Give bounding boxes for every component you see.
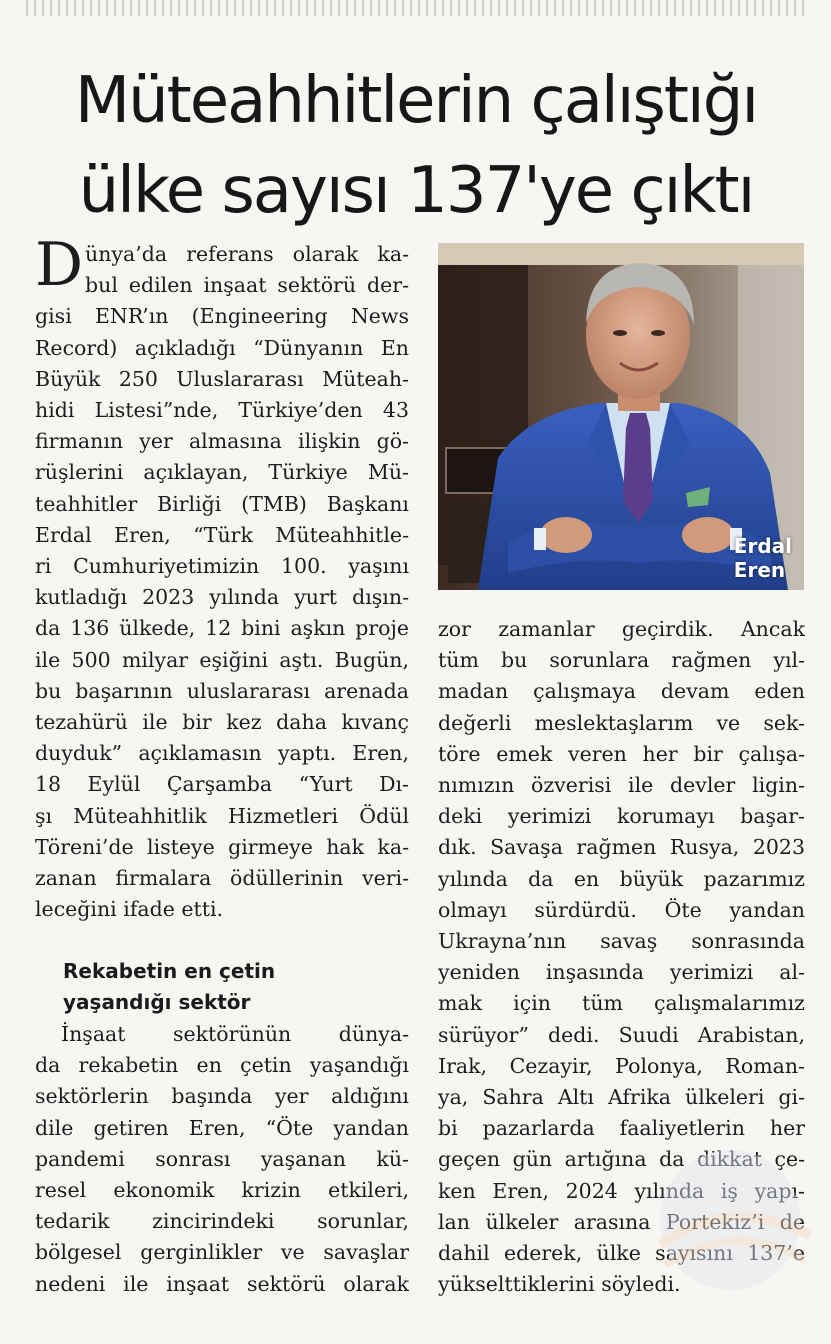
text-line: duyduk” açıklamasın yaptı. Eren, [35, 741, 409, 766]
text-line: Record) açıkladığı “Dünyanın En [35, 335, 409, 360]
text-line: Erdal Eren, “Türk Müteahhitle- [35, 522, 409, 547]
caption-line-1: Erdal [733, 534, 792, 558]
subheading-line-2: yaşandığı sektör [63, 990, 251, 1014]
text-line: sektörlerin başında yer aldığını [35, 1084, 409, 1109]
text-line: değerli meslektaşlarım ve sek- [438, 710, 805, 735]
portrait-photo [438, 243, 804, 590]
headline-line-1: Müteahhitlerin çalıştığı [74, 64, 758, 138]
text-line: mak için tüm çalışmalarımız [438, 991, 805, 1016]
text-line: yükselttiklerini söyledi. [438, 1272, 681, 1297]
text-line: bölgesel gerginlikler ve savaşlar [35, 1240, 409, 1265]
headline [20, 56, 812, 236]
text-line: nımızın özverisi ile devler ligin- [438, 773, 805, 798]
caption-line-2: Eren [733, 558, 786, 582]
text-line: ünya’da referans olarak ka- [85, 242, 409, 266]
text-line: 18 Eylül Çarşamba “Yurt Dı- [35, 772, 409, 797]
text-line: leceğini ifade etti. [35, 897, 224, 922]
text-line: Büyük 250 Uluslararası Müteah- [35, 366, 409, 391]
text-line: bi pazarlarda faaliyetlerin her [438, 1116, 805, 1141]
text-line: zor zamanlar geçirdik. Ancak [438, 617, 805, 641]
text-line: Ukrayna’nın savaş sonrasında [438, 929, 805, 954]
text-line: ken Eren, 2024 yılında iş yapı- [438, 1178, 805, 1203]
text-line: da 136 ülkede, 12 bini aşkın proje [35, 616, 409, 641]
watermark-swirl-icon [640, 1125, 820, 1315]
text-line: firmanın yer almasına ilişkin gö- [35, 429, 409, 454]
text-line: madan çalışmaya devam eden [438, 679, 805, 704]
text-line: rüşlerini açıklayan, Türkiye Mü- [35, 460, 409, 485]
text-line: yılında da en büyük pazarımız [438, 866, 805, 891]
text-line: töre emek veren her bir çalışa- [438, 741, 805, 766]
subheading-line-1: Rekabetin en çetin [63, 959, 276, 983]
text-line: hidi Listesi”nde, Türkiye’den 43 [35, 398, 409, 423]
text-line: tüm bu sorunlara rağmen yıl- [438, 648, 805, 673]
intro-paragraph [35, 230, 409, 925]
text-line: şı Müteahhitlik Hizmetleri Ödül [35, 803, 409, 828]
text-line: lan ülkeler arasına Portekiz’i de [438, 1209, 805, 1234]
text-line: deki yerimizi korumayı başar- [438, 804, 805, 829]
text-line: dile getiren Eren, “Öte yandan [35, 1115, 409, 1140]
text-line: ya, Sahra Altı Afrika ülkeleri gi- [438, 1085, 805, 1110]
subheading [63, 956, 363, 1018]
text-line: dık. Savaşa rağmen Rusya, 2023 [438, 835, 805, 860]
text-line: resel ekonomik krizin etkileri, [35, 1178, 409, 1203]
text-line: pandemi sonrası yaşanan kü- [35, 1146, 409, 1171]
text-line: geçen gün artığına da dikkat çe- [438, 1147, 805, 1172]
text-line: Töreni’de listeye girmeye hak ka- [35, 834, 409, 859]
text-line: teahhitler Birliği (TMB) Başkanı [35, 491, 409, 516]
top-rule [26, 0, 806, 16]
text-line: gisi ENR’ın (Engineering News [35, 304, 409, 329]
text-line: bul edilen inşaat sektörü der- [85, 273, 409, 298]
text-line: tezahürü ile bir kez daha kıvanç [35, 710, 409, 735]
text-line: dahil ederek, ülke sayısını 137’e [438, 1241, 805, 1266]
text-line: tedarik zincirindeki sorunlar, [35, 1209, 409, 1234]
section2-paragraph [35, 1019, 409, 1300]
text-line: Irak, Cezayir, Polonya, Roman- [438, 1053, 805, 1078]
text-line: sürüyor” dedi. Suudi Arabistan, [438, 1022, 805, 1047]
text-line: ile 500 milyar eşiğini aştı. Bugün, [35, 647, 409, 672]
text-line: yeniden inşasında yerimizi al- [438, 960, 805, 985]
text-line: ri Cumhuriyetimizin 100. yaşını [35, 554, 409, 579]
text-line: İnşaat sektörünün dünya- [61, 1022, 409, 1046]
dropcap-block [35, 230, 409, 301]
text-line: bu başarının uluslararası arenada [35, 678, 409, 703]
text-line: nedeni ile inşaat sektörü olarak [35, 1271, 409, 1296]
text-line: zanan firmalara ödüllerinin veri- [35, 866, 409, 891]
dropcap: D [35, 230, 84, 300]
photo-caption [734, 534, 792, 582]
text-line: olmayı sürdürdü. Öte yandan [438, 897, 805, 922]
text-line: da rekabetin en çetin yaşandığı [35, 1053, 409, 1078]
headline-line-2: ülke sayısı 137'ye çıktı [78, 154, 754, 228]
text-line: kutladığı 2023 yılında yurt dışın- [35, 585, 409, 610]
